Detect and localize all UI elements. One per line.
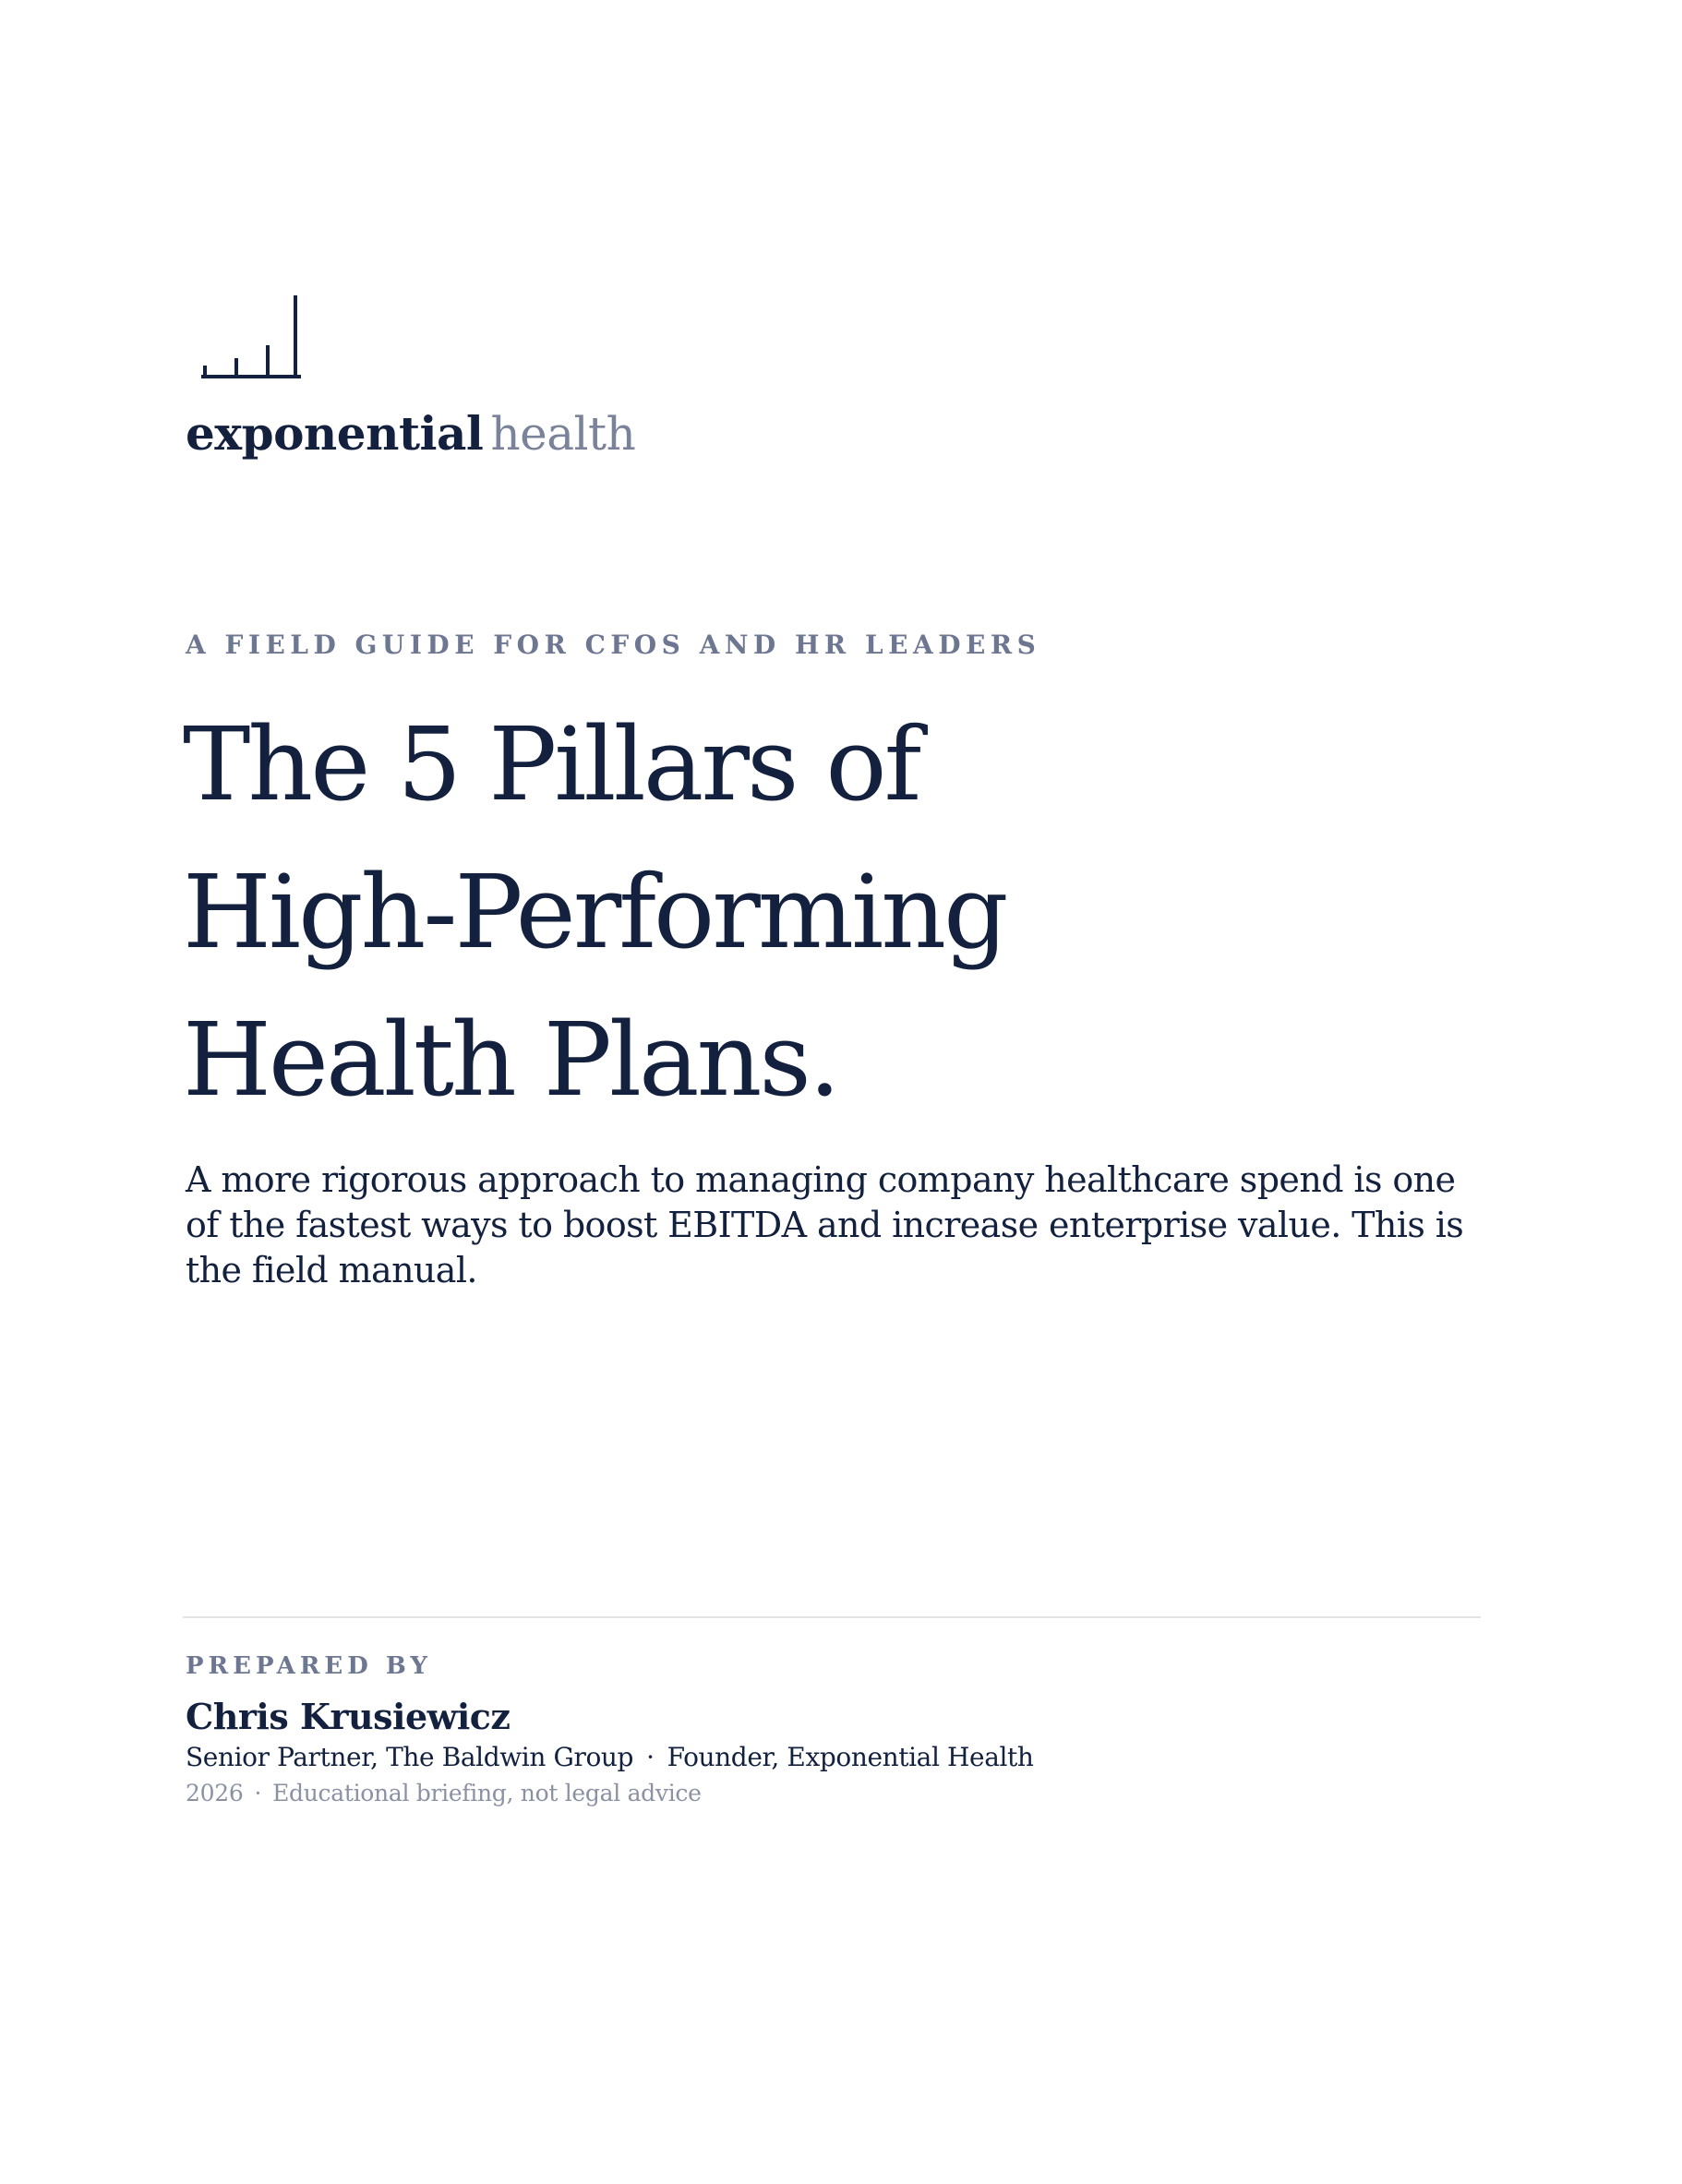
brand-name-light: health xyxy=(490,407,636,461)
page-title xyxy=(183,690,1006,1134)
disclaimer-text: Educational briefing, not legal advice xyxy=(272,1780,702,1806)
bar-chart-icon xyxy=(196,294,305,382)
section-divider xyxy=(183,1616,1481,1618)
role-separator: · xyxy=(646,1742,655,1772)
eyebrow-label: A FIELD GUIDE FOR CFOS AND HR LEADERS xyxy=(186,630,1041,660)
author-name: Chris Krusiewicz xyxy=(186,1696,511,1737)
cover-meta xyxy=(186,1779,702,1808)
author-role-secondary: Founder, Exponential Health xyxy=(667,1742,1034,1772)
lede-paragraph: A more rigorous approach to managing company healthcare spend is one of the fastest ways to boost EBITDA and increase enterprise value. This is the field manual. xyxy=(186,1159,1464,1290)
prepared-by-label: PREPARED BY xyxy=(186,1652,432,1680)
publication-year: 2026 xyxy=(186,1780,244,1806)
brand-name-bold: exponential xyxy=(186,406,484,461)
title-line-1: The 5 Pillars of xyxy=(183,705,919,823)
meta-separator: · xyxy=(254,1780,262,1806)
author-roles xyxy=(186,1741,1034,1774)
title-line-2: High-Performing xyxy=(183,853,1006,971)
author-role-primary: Senior Partner, The Baldwin Group xyxy=(186,1742,634,1772)
brand-wordmark xyxy=(186,404,635,463)
title-line-3: Health Plans. xyxy=(183,1001,838,1119)
